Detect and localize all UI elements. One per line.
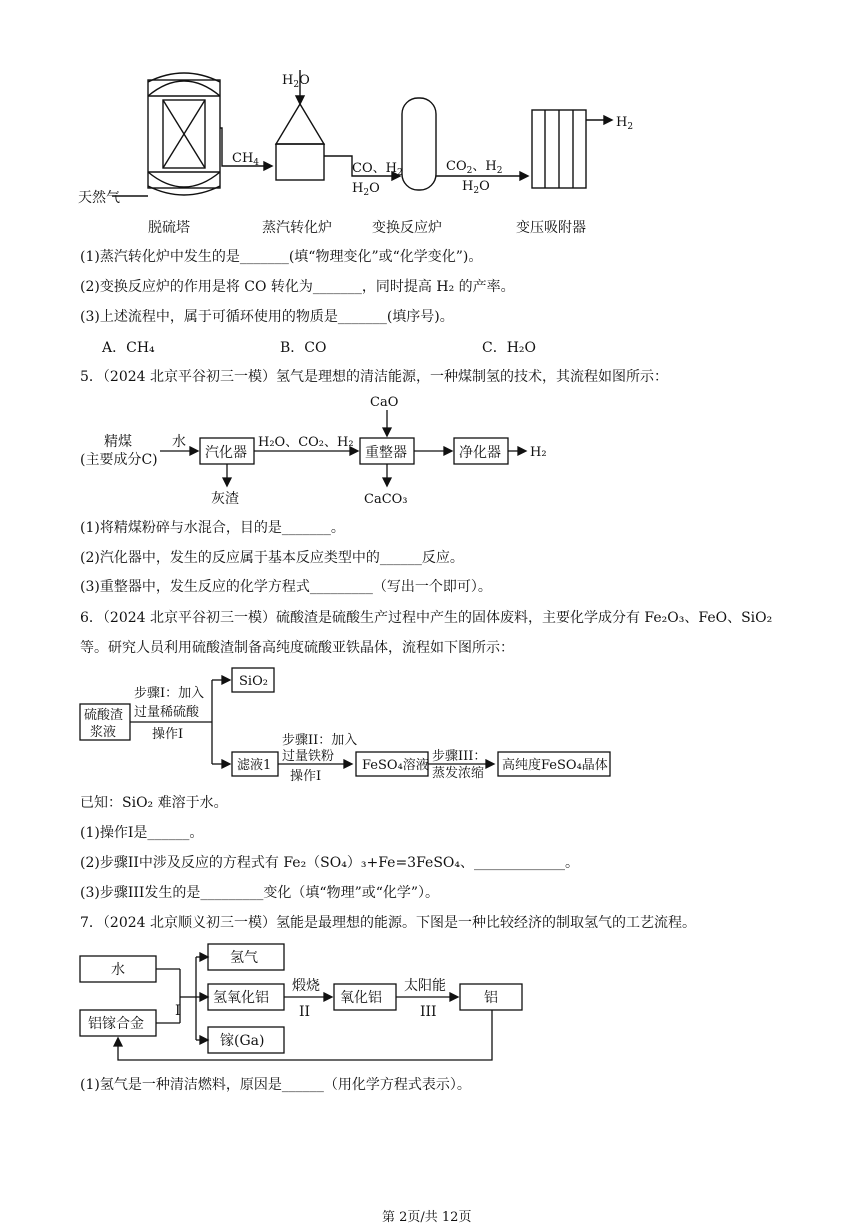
q6-part2: (2)步骤II中涉及反应的方程式有 Fe₂（SO₄）₃+Fe=3FeSO₄、_____________。 bbox=[80, 855, 579, 871]
operation2-label: 操作I bbox=[290, 769, 322, 784]
q4-part2: (2)变换反应炉的作用是将 CO 转化为_______，同时提高 H₂ 的产率。 bbox=[80, 279, 515, 295]
filtrate-label: 滤液1 bbox=[237, 758, 272, 773]
step3-label: 步骤III： bbox=[432, 749, 487, 764]
reformer-label: 重整器 bbox=[365, 445, 407, 461]
page-footer: 第 2页/共 12页 bbox=[382, 1210, 472, 1225]
step2-reagent-label: 过量铁粉 bbox=[282, 749, 335, 764]
q4-part1: (1)蒸汽转化炉中发生的是_______(填“物理变化”或“化学变化”)。 bbox=[80, 249, 483, 265]
q5-part2: (2)汽化器中，发生的反应属于基本反应类型中的______反应。 bbox=[80, 550, 464, 566]
slurry-label: 浆液 bbox=[90, 725, 117, 740]
aluminum-gallium-diagram bbox=[0, 936, 868, 1066]
alloy-label: 铝镓合金 bbox=[88, 1016, 144, 1032]
slag-label: 硫酸渣 bbox=[84, 708, 124, 723]
h2-output-label: H bbox=[616, 115, 628, 130]
water-label: 水 bbox=[172, 434, 186, 450]
svg-text:H2: $H_2$ bbox=[616, 115, 634, 132]
product-label: 高纯度FeSO₄晶体 bbox=[502, 758, 608, 773]
q5-stem: 5．（2024 北京平谷初三一模）氢气是理想的清洁能源，一种煤制氢的技术，其流程如图所示： bbox=[80, 369, 668, 385]
operation1-label: 操作I bbox=[152, 727, 184, 742]
q4-option-b: B．CO bbox=[280, 340, 327, 356]
svg-text:CO、H2: CO、$H_2$ bbox=[352, 161, 403, 178]
natural-gas-process-diagram bbox=[0, 0, 868, 240]
co2-h2-label: CO bbox=[446, 159, 467, 174]
h2-output-label: H₂ bbox=[530, 445, 547, 460]
alumina-label: 氧化铝 bbox=[340, 990, 382, 1006]
svg-text:CO2、H2: $CO_2$、$H_2$ bbox=[446, 159, 503, 176]
q7-part1: (1)氢气是一种清洁燃料，原因是______（用化学方程式表示）。 bbox=[80, 1077, 471, 1093]
q5-part3: (3)重整器中，发生反应的化学方程式_________（写出一个即可）。 bbox=[80, 579, 492, 595]
shift-reactor-label: 变换反应炉 bbox=[372, 220, 442, 236]
step1-label: 步骤I：加入 bbox=[134, 686, 205, 701]
gallium-label: 镓(Ga) bbox=[220, 1033, 265, 1049]
psa-label: 变压吸附器 bbox=[516, 220, 586, 236]
sulfuric-slag-diagram bbox=[0, 660, 868, 790]
step-i-label: I bbox=[175, 1003, 181, 1019]
h2o-label-b: H bbox=[462, 179, 474, 194]
feso4-solution-label: FeSO₄溶液 bbox=[362, 758, 429, 773]
solar-label: 太阳能 bbox=[404, 978, 446, 994]
step-iii-label: III bbox=[420, 1004, 437, 1020]
step2-label: 步骤II：加入 bbox=[282, 733, 358, 748]
q7-stem: 7．（2024 北京顺义初三一模）氢能是最理想的能源。下图是一种比较经济的制取氢气的工艺流程。 bbox=[80, 915, 696, 931]
hydrogen-box-label: 氢气 bbox=[230, 950, 258, 966]
natural-gas-label: 天然气 bbox=[78, 190, 120, 206]
ch4-label: CH bbox=[232, 151, 254, 166]
aluminum-label: 铝 bbox=[484, 990, 498, 1006]
co-h2-label: CO、H bbox=[352, 161, 397, 176]
desulfurization-tower-label: 脱硫塔 bbox=[148, 220, 190, 236]
q6-stem-line2: 等。研究人员利用硫酸渣制备高纯度硫酸亚铁晶体，流程如下图所示： bbox=[80, 640, 514, 656]
gases-label: H₂O、CO₂、H₂ bbox=[258, 435, 354, 450]
svg-text:H2O: $H_2O$ bbox=[352, 181, 380, 198]
aluminum-hydroxide-label: 氢氧化铝 bbox=[213, 990, 269, 1006]
h2o-label-a: H bbox=[352, 181, 364, 196]
purifier-label: 净化器 bbox=[459, 445, 501, 461]
sio2-label: SiO₂ bbox=[239, 674, 268, 689]
svg-text:H2O: $H_2O$ bbox=[462, 179, 490, 196]
svg-text:H2O: $H_2O$ bbox=[282, 73, 310, 90]
evaporation-label: 蒸发浓缩 bbox=[432, 766, 485, 781]
q4-part3: (3)上述流程中，属于可循环使用的物质是_______(填序号)。 bbox=[80, 309, 454, 325]
q6-part1: (1)操作I是______。 bbox=[80, 825, 204, 841]
coal-label: 精煤 bbox=[104, 434, 132, 450]
q6-known: 已知：SiO₂ 难溶于水。 bbox=[80, 795, 228, 811]
q5-part1: (1)将精煤粉碎与水混合，目的是_______。 bbox=[80, 520, 345, 536]
step1-reagent-label: 过量稀硫酸 bbox=[134, 705, 200, 720]
water-box-label: 水 bbox=[111, 962, 125, 978]
step-ii-label: II bbox=[299, 1004, 311, 1020]
q4-option-c: C．H₂O bbox=[482, 340, 537, 356]
cao-label: CaO bbox=[370, 395, 399, 410]
q6-part3: (3)步骤III发生的是_________变化（填“物理”或“化学”）。 bbox=[80, 885, 440, 901]
coal-composition-label: (主要成分C) bbox=[80, 452, 158, 468]
ash-label: 灰渣 bbox=[211, 491, 239, 507]
q4-option-a: A．CH₄ bbox=[102, 340, 155, 356]
svg-text:CH4: $CH_4$ bbox=[232, 151, 260, 168]
calcination-label: 煅烧 bbox=[292, 978, 320, 994]
caco3-label: CaCO₃ bbox=[364, 492, 408, 507]
q6-stem-line1: 6．（2024 北京平谷初三一模）硫酸渣是硫酸生产过程中产生的固体废料，主要化学成分有 Fe₂O₃、FeO、SiO₂ bbox=[80, 610, 773, 626]
steam-reformer-label: 蒸汽转化炉 bbox=[262, 220, 332, 236]
coal-hydrogen-diagram bbox=[0, 388, 868, 512]
h2o-top-label: H bbox=[282, 73, 294, 88]
gasifier-label: 汽化器 bbox=[205, 445, 247, 461]
